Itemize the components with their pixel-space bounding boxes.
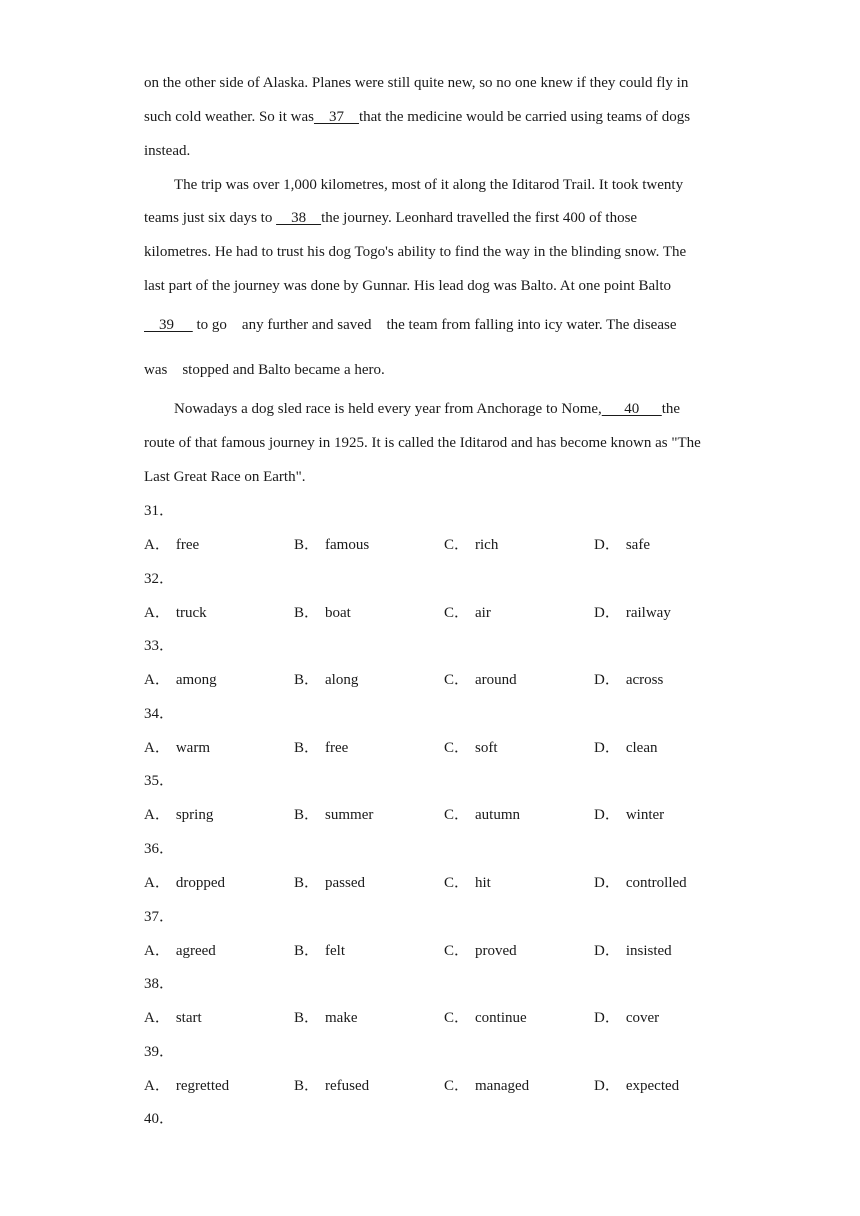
answer-option[interactable]: [444, 603, 491, 623]
answer-option[interactable]: [594, 1076, 679, 1096]
blank-38: 38: [276, 210, 322, 226]
answer-option[interactable]: [144, 738, 210, 758]
option-letter: C．: [444, 1010, 470, 1027]
option-text: railway: [625, 604, 671, 621]
option-text: cover: [625, 1010, 660, 1027]
answer-option[interactable]: [294, 873, 365, 893]
option-letter: C．: [444, 942, 470, 959]
option-text: agreed: [175, 942, 216, 959]
option-letter: B．: [294, 875, 320, 891]
question-number: 33．: [144, 638, 175, 655]
option-text: around: [475, 672, 517, 689]
answer-option[interactable]: [144, 1008, 202, 1028]
option-letter: C．: [444, 875, 470, 891]
passage-line: last part of the journey was done by Gunnar. His lead dog was Balto. At one point Balto: [144, 278, 671, 294]
passage-line: [144, 107, 690, 127]
option-text: refused: [325, 1077, 370, 1094]
option-letter: C．: [444, 1077, 470, 1094]
question-number: 31．: [144, 503, 175, 519]
blank-37: 37: [313, 109, 359, 125]
answer-option[interactable]: [294, 941, 345, 961]
answer-option[interactable]: [594, 1008, 659, 1028]
answer-option[interactable]: [144, 873, 225, 893]
answer-option[interactable]: [144, 941, 216, 961]
answer-option[interactable]: [444, 941, 517, 961]
passage-line: [144, 208, 637, 228]
option-text: truck: [175, 604, 207, 621]
option-letter: A．: [144, 1077, 170, 1094]
option-text: dropped: [175, 875, 225, 891]
option-letter: D．: [594, 1010, 620, 1027]
option-text: autumn: [475, 807, 521, 824]
option-text: felt: [325, 942, 346, 959]
question-number: 34．: [144, 705, 175, 722]
answer-option[interactable]: [294, 670, 358, 690]
option-text: among: [175, 672, 217, 689]
answer-option[interactable]: [144, 1076, 229, 1096]
option-text: air: [475, 604, 491, 621]
option-text: start: [175, 1010, 202, 1027]
option-text: safe: [625, 537, 650, 553]
passage-line: kilometres. He had to trust his dog Togo's ability to find the way in the blinding snow. The: [144, 244, 687, 260]
option-text: free: [175, 537, 200, 553]
option-letter: A．: [144, 1010, 170, 1027]
option-letter: D．: [594, 942, 620, 959]
option-letter: A．: [144, 604, 170, 621]
option-letter: B．: [294, 1010, 320, 1027]
answer-option[interactable]: [594, 873, 687, 893]
option-text: passed: [325, 875, 366, 891]
answer-option[interactable]: [594, 941, 672, 961]
answer-option[interactable]: [594, 603, 671, 623]
option-text: warm: [175, 739, 210, 756]
option-letter: B．: [294, 1077, 320, 1094]
answer-option[interactable]: [144, 535, 199, 555]
passage-text: the: [661, 401, 681, 417]
answer-option[interactable]: [444, 873, 491, 893]
option-text: free: [325, 739, 349, 756]
blank-40: 40: [601, 401, 662, 417]
option-letter: C．: [444, 537, 470, 553]
option-letter: A．: [144, 807, 170, 824]
passage-line: Last Great Race on Earth".: [144, 469, 306, 485]
answer-option[interactable]: [294, 603, 351, 623]
option-text: controlled: [625, 875, 687, 891]
option-text: summer: [325, 807, 374, 824]
answer-option[interactable]: [444, 1008, 527, 1028]
option-letter: A．: [144, 672, 170, 689]
passage-text: such cold weather. So it was: [144, 109, 314, 125]
option-letter: B．: [294, 537, 320, 553]
option-text: expected: [625, 1077, 680, 1094]
option-letter: B．: [294, 807, 320, 824]
answer-option[interactable]: [294, 1008, 358, 1028]
question-number: 38．: [144, 976, 175, 993]
passage-text: Nowadays a dog sled race is held every year from Anchorage to Nome,: [174, 401, 602, 417]
answer-option[interactable]: [444, 1076, 529, 1096]
option-letter: B．: [294, 604, 320, 621]
answer-option[interactable]: [144, 805, 213, 825]
answer-option[interactable]: [144, 603, 207, 623]
option-text: across: [625, 672, 664, 689]
option-text: famous: [325, 537, 370, 553]
answer-option[interactable]: [594, 738, 657, 758]
option-text: insisted: [625, 942, 672, 959]
option-letter: A．: [144, 942, 170, 959]
option-letter: B．: [294, 739, 320, 756]
question-number: 40．: [144, 1111, 175, 1128]
answer-option[interactable]: [444, 738, 498, 758]
option-text: boat: [325, 604, 351, 621]
option-letter: B．: [294, 672, 320, 689]
question-number: 37．: [144, 908, 175, 925]
option-text: make: [325, 1010, 358, 1027]
question-number: 32．: [144, 570, 175, 587]
option-text: along: [325, 672, 359, 689]
option-letter: D．: [594, 739, 620, 756]
option-text: proved: [475, 942, 517, 959]
question-number: 35．: [144, 773, 175, 790]
passage-text: to go any further and saved the team from falling into icy water. The disease: [192, 317, 677, 333]
option-letter: A．: [144, 537, 170, 553]
option-text: clean: [625, 739, 658, 756]
option-letter: A．: [144, 875, 170, 891]
answer-option[interactable]: [144, 670, 217, 690]
option-text: soft: [475, 739, 498, 756]
passage-line: on the other side of Alaska. Planes were still quite new, so no one knew if they could fly in: [144, 75, 689, 91]
passage-line: [144, 315, 677, 335]
answer-option[interactable]: [294, 535, 369, 555]
answer-option[interactable]: [294, 1076, 369, 1096]
option-text: rich: [475, 537, 499, 553]
option-text: hit: [475, 875, 491, 891]
answer-option[interactable]: [444, 535, 498, 555]
option-text: managed: [475, 1077, 530, 1094]
option-text: winter: [625, 807, 665, 824]
option-letter: A．: [144, 739, 170, 756]
answer-option[interactable]: [444, 805, 520, 825]
option-letter: B．: [294, 942, 320, 959]
option-letter: C．: [444, 604, 470, 621]
answer-option[interactable]: [594, 670, 663, 690]
option-letter: D．: [594, 807, 620, 824]
passage-text: teams just six days to: [144, 210, 277, 226]
answer-option[interactable]: [594, 805, 664, 825]
passage-line: route of that famous journey in 1925. It is called the Iditarod and has become known as "The: [144, 435, 701, 451]
option-text: spring: [175, 807, 214, 824]
blank-39: 39: [144, 317, 193, 333]
answer-option[interactable]: [294, 738, 348, 758]
answer-option[interactable]: [444, 670, 517, 690]
passage-line: was stopped and Balto became a hero.: [144, 362, 385, 378]
passage-line: The trip was over 1,000 kilometres, most of it along the Iditarod Trail. It took twenty: [174, 177, 684, 193]
option-text: continue: [475, 1010, 527, 1027]
option-letter: D．: [594, 1077, 620, 1094]
option-letter: D．: [594, 875, 620, 891]
passage-line: instead.: [144, 143, 191, 159]
passage-line: [174, 399, 680, 419]
answer-option[interactable]: [294, 805, 373, 825]
option-letter: C．: [444, 672, 470, 689]
question-number: 39．: [144, 1043, 175, 1060]
passage-text: the journey. Leonhard travelled the first 400 of those: [321, 210, 638, 226]
passage-text: that the medicine would be carried using teams of dogs: [358, 109, 691, 125]
option-text: regretted: [175, 1077, 230, 1094]
option-letter: D．: [594, 672, 620, 689]
answer-option[interactable]: [594, 535, 650, 555]
option-letter: D．: [594, 604, 620, 621]
option-letter: C．: [444, 807, 470, 824]
question-number: 36．: [144, 841, 175, 857]
option-letter: C．: [444, 739, 470, 756]
option-letter: D．: [594, 537, 620, 553]
